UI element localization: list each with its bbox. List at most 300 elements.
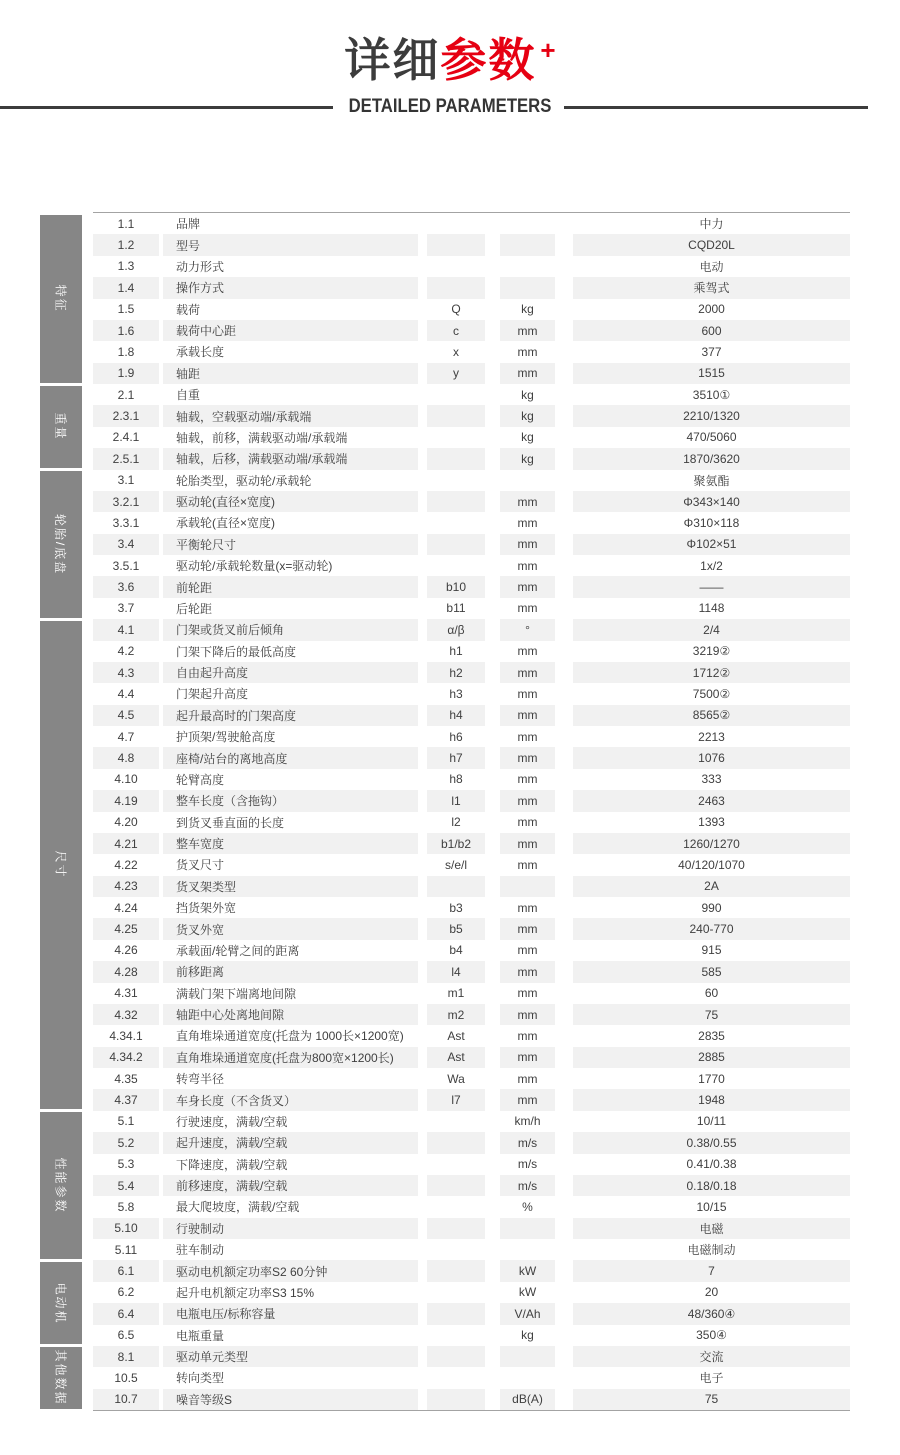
param-name-cell: 货叉尺寸 <box>176 858 225 873</box>
value-cell: Φ343×140 <box>573 491 850 512</box>
symbol-cell: m2 <box>427 1004 485 1025</box>
cell-gap <box>555 534 573 555</box>
unit-cell: mm <box>500 705 555 726</box>
unit-cell: mm <box>500 918 555 939</box>
row-number-cell: 6.1 <box>93 1260 159 1281</box>
cell-gap <box>485 619 500 640</box>
row-number-cell: 2.4.1 <box>112 430 140 445</box>
sidebar-section <box>40 1260 82 1346</box>
table-row <box>93 448 850 469</box>
value-cell: 990 <box>701 900 722 915</box>
symbol-cell: b5 <box>427 918 485 939</box>
table-row <box>93 1154 850 1175</box>
cell-gap <box>555 1004 573 1025</box>
value-cell: 470/5060 <box>686 430 737 445</box>
symbol-cell <box>427 1367 485 1388</box>
unit-cell: mm <box>517 729 538 744</box>
cell-gap <box>555 1346 573 1367</box>
table-row <box>93 1089 850 1110</box>
row-number-cell: 5.4 <box>93 1175 159 1196</box>
param-name-cell: 直角堆垛通道宽度(托盘为 1000长×1200宽) <box>176 1029 404 1044</box>
cell-gap <box>485 1367 500 1388</box>
cell-gap <box>418 256 427 277</box>
cell-gap <box>418 1154 427 1175</box>
cell-gap <box>555 491 573 512</box>
value-cell: 3219② <box>692 644 731 659</box>
param-name-cell: 载荷 <box>176 302 201 317</box>
value-cell: 20 <box>704 1285 719 1300</box>
table-row <box>93 1111 850 1132</box>
param-name-cell: 门架起升高度 <box>176 687 249 702</box>
cell-gap <box>418 277 427 298</box>
row-number-cell: 4.22 <box>114 857 138 872</box>
table-row <box>93 705 850 726</box>
unit-cell: m/s <box>517 1157 538 1172</box>
sidebar-section <box>40 384 82 470</box>
cell-gap <box>418 470 427 491</box>
param-name-cell: 起升电机额定功率S3 15% <box>176 1285 315 1300</box>
param-name-cell: 车身长度（不含货叉） <box>163 1089 418 1110</box>
symbol-cell <box>427 512 485 533</box>
title-plus-icon: + <box>540 35 556 65</box>
title-part-dark: 详细 <box>344 34 441 86</box>
table-row <box>93 854 850 875</box>
sidebar-section-label: 特征 <box>53 284 68 313</box>
row-number-cell: 3.1 <box>117 473 135 488</box>
sidebar-section <box>40 1111 82 1261</box>
row-number-cell: 4.34.2 <box>93 1047 159 1068</box>
symbol-cell: h7 <box>427 747 485 768</box>
symbol-cell: α/β <box>427 619 485 640</box>
cell-gap <box>555 726 573 747</box>
cell-gap <box>485 1389 500 1410</box>
unit-cell: mm <box>517 772 538 787</box>
row-number-cell: 4.28 <box>93 961 159 982</box>
value-cell: 2000 <box>698 302 725 317</box>
param-name-cell: 轴载，空载驱动端/承载端 <box>163 405 418 426</box>
cell-gap <box>555 448 573 469</box>
cell-gap <box>555 470 573 491</box>
cell-gap <box>485 1004 500 1025</box>
unit-cell: mm <box>517 644 538 659</box>
table-row <box>93 1303 850 1324</box>
row-number-cell: 4.4 <box>117 686 135 701</box>
unit-cell: mm <box>517 1071 538 1086</box>
cell-gap <box>555 1196 573 1217</box>
value-cell: 8565② <box>573 705 850 726</box>
symbol-cell: h2 <box>427 662 485 683</box>
table-row <box>93 470 850 491</box>
param-name-cell: 承载面/轮臂之间的距离 <box>176 943 300 958</box>
unit-cell: kW <box>500 1260 555 1281</box>
value-cell: 75 <box>573 1389 850 1410</box>
table-row <box>93 790 850 811</box>
param-name-cell: 品牌 <box>176 217 201 232</box>
value-cell: 377 <box>701 344 722 359</box>
table-row <box>93 384 850 405</box>
cell-gap <box>418 555 427 576</box>
cell-gap <box>418 448 427 469</box>
value-cell: 1712② <box>573 662 850 683</box>
cell-gap <box>418 619 427 640</box>
table-row <box>93 1004 850 1025</box>
table-row <box>93 619 850 640</box>
table-row <box>93 812 850 833</box>
unit-cell: m/s <box>500 1175 555 1196</box>
cell-gap <box>485 812 500 833</box>
value-cell: 1515 <box>573 363 850 384</box>
value-cell: 75 <box>573 1004 850 1025</box>
cell-gap <box>485 705 500 726</box>
row-number-cell: 4.26 <box>114 943 138 958</box>
cell-gap <box>418 769 427 790</box>
unit-cell: kg <box>521 1328 534 1343</box>
symbol-cell <box>427 1346 485 1367</box>
table-row <box>93 576 850 597</box>
table-row <box>93 555 850 576</box>
row-number-cell: 3.4 <box>93 534 159 555</box>
param-name-cell: 行驶制动 <box>163 1218 418 1239</box>
symbol-cell <box>427 470 485 491</box>
row-number-cell: 4.32 <box>93 1004 159 1025</box>
value-cell: 1870/3620 <box>573 448 850 469</box>
cell-gap <box>418 299 427 320</box>
cell-gap <box>485 234 500 255</box>
table-row <box>93 747 850 768</box>
row-number-cell: 4.21 <box>93 833 159 854</box>
symbol-cell: Ast <box>427 1047 485 1068</box>
row-number-cell: 1.1 <box>117 216 135 231</box>
param-name-cell: 电瓶电压/标称容量 <box>163 1303 418 1324</box>
sidebar-section-label: 其他数据 <box>53 1349 68 1406</box>
param-name-cell: 后轮距 <box>176 601 213 616</box>
cell-gap <box>555 876 573 897</box>
symbol-cell: x <box>453 344 459 359</box>
cell-gap <box>418 427 427 448</box>
symbol-cell <box>427 1239 485 1260</box>
value-cell: 3510① <box>692 387 731 402</box>
param-name-cell: 货叉架类型 <box>163 876 418 897</box>
symbol-cell <box>427 1175 485 1196</box>
cell-gap <box>485 790 500 811</box>
cell-gap <box>485 384 500 405</box>
table-row <box>93 1325 850 1346</box>
table-row <box>93 940 850 961</box>
cell-gap <box>485 427 500 448</box>
sidebar-section-box <box>40 1262 82 1345</box>
row-number-cell: 5.1 <box>117 1114 135 1129</box>
value-cell: 2463 <box>573 790 850 811</box>
value-cell: 0.41/0.38 <box>686 1157 737 1172</box>
sidebar-section-label: 电动机 <box>53 1282 68 1325</box>
symbol-cell <box>427 534 485 555</box>
cell-gap <box>418 961 427 982</box>
cell-gap <box>555 234 573 255</box>
unit-cell: kg <box>500 405 555 426</box>
cell-gap <box>418 213 427 234</box>
cell-gap <box>555 555 573 576</box>
unit-cell: mm <box>517 558 538 573</box>
unit-cell <box>500 1367 555 1388</box>
unit-cell: mm <box>517 857 538 872</box>
cell-gap <box>485 683 500 704</box>
row-number-cell: 1.8 <box>117 344 135 359</box>
table-sidebar <box>40 213 82 1411</box>
cell-gap <box>555 1089 573 1110</box>
row-number-cell: 1.9 <box>93 363 159 384</box>
cell-gap <box>485 470 500 491</box>
unit-cell: kg <box>521 302 534 317</box>
symbol-cell <box>427 384 485 405</box>
symbol-cell: c <box>427 320 485 341</box>
unit-cell: mm <box>500 1004 555 1025</box>
symbol-cell <box>427 405 485 426</box>
cell-gap <box>418 384 427 405</box>
cell-gap <box>485 299 500 320</box>
cell-gap <box>418 1089 427 1110</box>
table-row <box>93 726 850 747</box>
table-row <box>93 1047 850 1068</box>
sidebar-section-box <box>40 386 82 469</box>
table-row <box>93 876 850 897</box>
cell-gap <box>418 598 427 619</box>
cell-gap <box>555 812 573 833</box>
unit-cell: mm <box>500 961 555 982</box>
param-name-cell: 轮臂高度 <box>176 772 225 787</box>
symbol-cell: Ast <box>447 1028 465 1043</box>
value-cell: 2A <box>573 876 850 897</box>
unit-cell: mm <box>500 1047 555 1068</box>
cell-gap <box>555 1111 573 1132</box>
cell-gap <box>418 1004 427 1025</box>
unit-cell: mm <box>517 986 538 1001</box>
param-name-cell: 轴距 <box>163 363 418 384</box>
value-cell: 2885 <box>573 1047 850 1068</box>
param-name-cell: 承载轮(直径×宽度) <box>176 516 276 531</box>
title-part-red: 参数 <box>440 34 537 86</box>
cell-gap <box>418 234 427 255</box>
cell-gap <box>555 1132 573 1153</box>
value-cell: 1260/1270 <box>573 833 850 854</box>
row-number-cell: 6.5 <box>117 1328 135 1343</box>
symbol-cell: h1 <box>449 644 463 659</box>
symbol-cell <box>427 876 485 897</box>
cell-gap <box>485 256 500 277</box>
unit-cell: mm <box>517 515 538 530</box>
sidebar-section-label: 性能参数 <box>53 1157 68 1214</box>
row-number-cell: 4.10 <box>114 772 138 787</box>
table-row <box>93 683 850 704</box>
cell-gap <box>485 1239 500 1260</box>
cell-gap <box>418 1068 427 1089</box>
symbol-cell <box>427 256 485 277</box>
table-row <box>93 598 850 619</box>
symbol-cell: s/e/l <box>444 857 467 872</box>
cell-gap <box>418 1218 427 1239</box>
param-name-cell: 下降速度，满载/空载 <box>176 1157 288 1172</box>
unit-cell: mm <box>517 900 538 915</box>
symbol-cell <box>427 1111 485 1132</box>
table-row <box>93 1239 850 1260</box>
param-name-cell: 转向类型 <box>176 1371 225 1386</box>
table-row <box>93 512 850 533</box>
cell-gap <box>418 983 427 1004</box>
param-name-cell: 前移距离 <box>163 961 418 982</box>
cell-gap <box>485 512 500 533</box>
row-number-cell: 1.6 <box>93 320 159 341</box>
table-row <box>93 983 850 1004</box>
unit-cell <box>500 876 555 897</box>
symbol-cell <box>427 555 485 576</box>
value-cell: 1770 <box>698 1071 725 1086</box>
symbol-cell <box>427 1282 485 1303</box>
cell-gap <box>418 320 427 341</box>
symbol-cell: m1 <box>447 986 465 1001</box>
unit-cell: mm <box>500 747 555 768</box>
cell-gap <box>555 363 573 384</box>
symbol-cell <box>427 1132 485 1153</box>
cell-gap <box>555 1068 573 1089</box>
cell-gap <box>485 534 500 555</box>
cell-gap <box>485 1282 500 1303</box>
cell-gap <box>485 491 500 512</box>
table-rows <box>93 212 850 1411</box>
cell-gap <box>418 491 427 512</box>
row-number-cell: 10.7 <box>93 1389 159 1410</box>
unit-cell <box>500 1239 555 1260</box>
value-cell: 350④ <box>696 1328 727 1343</box>
cell-gap <box>555 619 573 640</box>
row-number-cell: 1.2 <box>93 234 159 255</box>
unit-cell: mm <box>500 576 555 597</box>
value-cell: 乘驾式 <box>573 277 850 298</box>
cell-gap <box>418 726 427 747</box>
table-row <box>93 1346 850 1367</box>
cell-gap <box>418 940 427 961</box>
param-name-cell: 驱动单元类型 <box>163 1346 418 1367</box>
sidebar-section-label: 尺寸 <box>53 850 68 879</box>
value-cell: 7500② <box>692 686 731 701</box>
cell-gap <box>555 1175 573 1196</box>
page-title <box>0 33 900 88</box>
sidebar-section-label: 重量 <box>53 412 68 441</box>
table-row <box>93 1260 850 1281</box>
cell-gap <box>485 1047 500 1068</box>
cell-gap <box>555 1218 573 1239</box>
param-name-cell: 起升速度，满载/空载 <box>163 1132 418 1153</box>
cell-gap <box>485 854 500 875</box>
symbol-cell: b10 <box>427 576 485 597</box>
table-row <box>93 491 850 512</box>
value-cell: 2213 <box>698 729 725 744</box>
cell-gap <box>555 662 573 683</box>
table-row <box>93 320 850 341</box>
param-name-cell: 行驶速度，满载/空载 <box>176 1114 288 1129</box>
value-cell: 1076 <box>573 747 850 768</box>
unit-cell: kg <box>500 448 555 469</box>
cell-gap <box>555 769 573 790</box>
row-number-cell: 6.4 <box>93 1303 159 1324</box>
cell-gap <box>485 1218 500 1239</box>
cell-gap <box>555 790 573 811</box>
row-number-cell: 2.1 <box>117 387 135 402</box>
row-number-cell: 5.8 <box>117 1199 135 1214</box>
table-row <box>93 213 850 234</box>
cell-gap <box>555 641 573 662</box>
symbol-cell: b3 <box>449 900 463 915</box>
title-rule-right <box>564 106 868 109</box>
symbol-cell: l1 <box>427 790 485 811</box>
symbol-cell: Wa <box>447 1071 465 1086</box>
cell-gap <box>555 384 573 405</box>
row-number-cell: 2.3.1 <box>93 405 159 426</box>
value-cell: 7 <box>573 1260 850 1281</box>
cell-gap <box>418 833 427 854</box>
table-row <box>93 341 850 362</box>
symbol-cell <box>427 1154 485 1175</box>
cell-gap <box>418 747 427 768</box>
symbol-cell <box>427 1218 485 1239</box>
symbol-cell: h4 <box>427 705 485 726</box>
row-number-cell: 5.3 <box>117 1157 135 1172</box>
cell-gap <box>418 876 427 897</box>
symbol-cell: l4 <box>427 961 485 982</box>
row-number-cell: 3.7 <box>117 601 135 616</box>
cell-gap <box>485 1068 500 1089</box>
param-name-cell: 挡货架外宽 <box>176 901 237 916</box>
cell-gap <box>485 555 500 576</box>
cell-gap <box>418 1196 427 1217</box>
row-number-cell: 4.1 <box>93 619 159 640</box>
unit-cell: mm <box>517 601 538 616</box>
cell-gap <box>485 940 500 961</box>
unit-cell: mm <box>500 1089 555 1110</box>
cell-gap <box>418 1346 427 1367</box>
page-subtitle: DETAILED PARAMETERS <box>348 96 552 117</box>
param-name-cell: 载荷中心距 <box>163 320 418 341</box>
table-row <box>93 1068 850 1089</box>
value-cell: 2210/1320 <box>573 405 850 426</box>
unit-cell <box>500 277 555 298</box>
cell-gap <box>418 576 427 597</box>
param-name-cell: 直角堆垛通道宽度(托盘为800宽×1200长) <box>163 1047 418 1068</box>
row-number-cell: 4.7 <box>117 729 135 744</box>
row-number-cell: 4.5 <box>93 705 159 726</box>
symbol-cell: b1/b2 <box>427 833 485 854</box>
param-name-cell: 驱动电机额定功率S2 60分钟 <box>163 1260 418 1281</box>
param-name-cell: 自重 <box>176 388 201 403</box>
unit-cell <box>500 1346 555 1367</box>
unit-cell: kg <box>521 387 534 402</box>
unit-cell <box>500 213 555 234</box>
param-name-cell: 轮胎类型，驱动轮/承载轮 <box>176 473 312 488</box>
cell-gap <box>485 1089 500 1110</box>
cell-gap <box>485 1196 500 1217</box>
cell-gap <box>555 1367 573 1388</box>
cell-gap <box>418 1239 427 1260</box>
row-number-cell: 4.24 <box>114 900 138 915</box>
param-name-cell: 轴距中心处离地间隙 <box>163 1004 418 1025</box>
param-name-cell: 整车宽度 <box>163 833 418 854</box>
row-number-cell: 1.3 <box>117 259 135 274</box>
value-cell: 10/15 <box>696 1199 727 1214</box>
symbol-cell: y <box>427 363 485 384</box>
table-row <box>93 1175 850 1196</box>
param-name-cell: 驱动轮(直径×宽度) <box>163 491 418 512</box>
sidebar-section-box <box>40 1112 82 1259</box>
value-cell: 333 <box>701 772 722 787</box>
unit-cell: mm <box>500 363 555 384</box>
